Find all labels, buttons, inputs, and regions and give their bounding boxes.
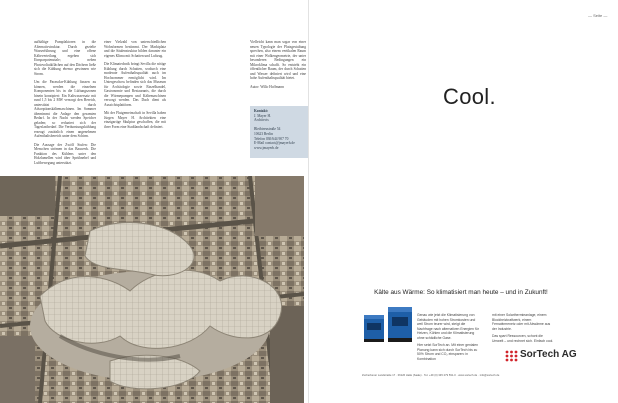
sortech-advertisement xyxy=(362,282,577,380)
paragraph: Um die Parasolar-Kühlung fiassen zu können, werden die einzelnen Komponenten bis in die Lüftungszonen hinein konzipiert: Ein Kaltwassersatz mit rund 1,5 bis 2 MW versorgt den Bereich, unterstützt durch Adsorptionskältemaschinen. Im Sommer übernimmt die Anlage den gesamten Bedarf. In der Nacht werden Speicher geladen; so reduziert sich der Tageslastbedarf. Die Verdunstungskühlung erzeugt zusätzlich einen angenehmen Aufenthaltsbereich unter dem Schirm. xyxy=(34,80,96,138)
ad-paragraph: Das spart Ressourcen, schont die Umwelt – und rechnet sich. Einfach cool. xyxy=(492,334,554,343)
ad-paragraph: mit einer Solarthermieanlage, einem Blockheizkraftwerk, einem Fernwärmenetz oder mit Abwärme aus der Industrie. xyxy=(492,313,551,331)
page-gutter xyxy=(308,0,309,403)
contact-line: E-Mail contact@jmayerh.de xyxy=(254,141,295,146)
ad-footer-address: Zscherbener Landstraße 17 · 06126 Halle (Saale) · Tel. +49 (0) 345 279 591-0 · www.sortech.de · info@sortech.de xyxy=(362,374,500,377)
aerial-photo-illustration xyxy=(0,176,304,403)
contact-line: www.jmayerh.de xyxy=(254,145,279,150)
paragraph: aufhältige Pumpfaktoren in die Alternativstruktur. Durch gezielte Wasserführung und eine offene Kälteverteilung ergeben sich Einsparpotenziale; neben Photovoltaikflächen auf den Dächern ließe sich die Kühlung ebenso gewinnen wie Strom. xyxy=(34,40,96,76)
contact-line: Architects xyxy=(254,118,269,123)
article-title: Cool. xyxy=(443,84,496,109)
contact-line: Bleibtreustraße 54 xyxy=(254,127,281,132)
ad-text-column-2 xyxy=(492,313,554,343)
sortech-logo xyxy=(505,349,577,363)
paragraph: einer Vielzahl von unterschiedlichen Wohnformen bestimmt. Der Marktplatz und die Säulenstruktur bilden darunter ein eigenes Klima mit Schatten und Luftzug. xyxy=(104,40,166,58)
aerial-photo xyxy=(0,176,304,403)
paragraph: Die Klimatechnik bringt Sevilla die nötige Kühlung durch Schatten, wodurch eine moderate Aufenthaltsqualität auch im Hochsommer ermöglicht wird. Im Untergeschoss befinden sich das Museum für Archäologie sowie Einzelhandel, Gastronomie und Restaurants, die durch die Wärmepumpen und Kältemaschinen versorgt werden. Das Dach dient als Aussichtsplattform. xyxy=(104,62,166,107)
logo-text: SorTech AG xyxy=(520,349,577,360)
paragraph: Mit der Flutgemeinschaft in Sevilla haben Jürgen Mayer H. Architekten eine einzigartige Skulptur geschaffen, die mit ihrer Form eine Stadtlandschaft definiert. xyxy=(104,111,166,129)
text-column-2 xyxy=(104,40,166,133)
ad-paragraph: Genau wie jetzt die Klimatisierung von Gebäuden mit hohen Stromkosten und weil Strom teurer wird, steigt die Nachfrage nach alternativen Energien für Heizen, Kühlen und die Klimatisierung ohne schädliche Gase. xyxy=(417,313,479,340)
sortech-logo-mark-icon xyxy=(505,350,518,362)
contact-line: J. Mayer H. xyxy=(254,113,271,118)
text-column-1 xyxy=(34,40,96,169)
paragraph: Vielleicht kann man sogar von einer neuen Typologie der Platzgestaltung sprechen, also einem vertikalen Raum mit einer Wolkengeometrie, der unter besonderen Bedingungen ein Mikroklima schafft. So entsteht ein öffentlicher Raum, der durch Schatten und Wasser definiert wird und eine hohe Aufenthaltsqualität bietet. xyxy=(250,40,306,80)
ad-headline: Kälte aus Wärme: So klimatisiert man heute – und in Zukunft! xyxy=(374,289,548,296)
page-number: — Seite — xyxy=(588,13,608,18)
contact-line: 10623 Berlin xyxy=(254,131,273,136)
contact-box xyxy=(250,106,308,158)
ad-text-column-1 xyxy=(417,313,481,361)
contact-heading: Kontakt: xyxy=(254,109,268,113)
ad-paragraph: Hier setzt SorTech an. Mit einer genialen Planung kann sich durch SorTech bis zu 50% Strom und CO₂ einsparen: in Kombination xyxy=(417,343,479,361)
author-line: Autor: Willo Hoffmann xyxy=(250,84,284,89)
text-column-4 xyxy=(250,40,306,93)
adsorption-chiller-units-illustration xyxy=(362,305,414,345)
contact-line: Telefon 030/644 907 70 xyxy=(254,136,289,141)
paragraph: Die Aussage der Zwölf Stufen: Die Menschen strömen in das Bauwerk. Die Funktion des Kühlens unter den Holzlamellen wird über Sprühnebel und Luftbewegung unterstützt. xyxy=(34,142,96,165)
